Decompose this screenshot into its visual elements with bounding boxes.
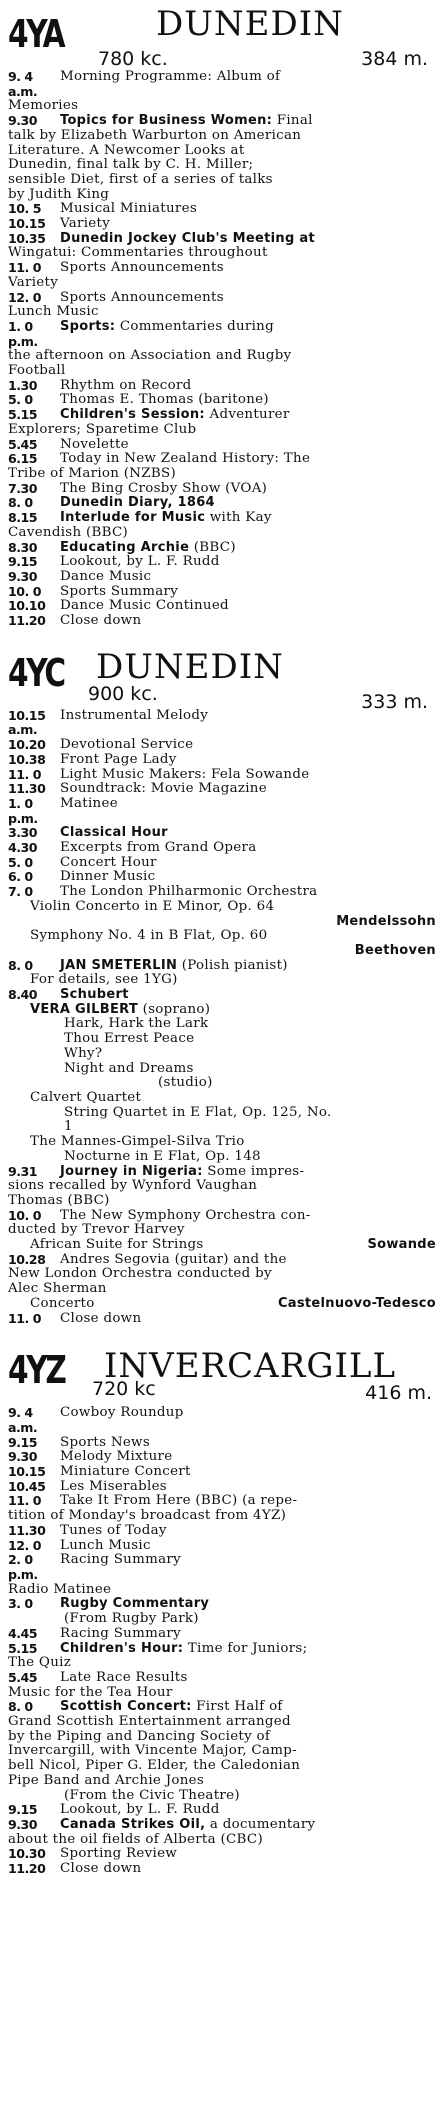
time: 11. 0 xyxy=(8,766,41,782)
programme-title: Educating Archie xyxy=(60,539,190,555)
programme-title: Dunedin Diary, 1864 xyxy=(60,495,215,511)
station-header-4yz xyxy=(8,1340,440,1406)
time: 11. 0 xyxy=(8,1493,41,1509)
programme-detail: Variety xyxy=(8,274,59,290)
list-item xyxy=(8,555,440,570)
station-header-4ya xyxy=(8,4,440,70)
wavelength: 416 m. xyxy=(365,1382,432,1405)
programme: Take It From Here (BBC) (a repe- xyxy=(60,1493,298,1509)
programme-detail: Alec Sherman xyxy=(8,1281,107,1297)
list-item xyxy=(8,291,440,306)
programme: (BBC) xyxy=(189,539,236,555)
time: 9.30 xyxy=(8,1449,38,1465)
programme-detail: Cavendish (BBC) xyxy=(8,524,129,540)
list-item xyxy=(8,614,440,629)
list-item xyxy=(8,1862,440,1877)
time: 10. 0 xyxy=(8,583,41,599)
programme: Musical Miniatures xyxy=(60,201,197,217)
wavelength: 384 m. xyxy=(361,48,428,70)
list-item xyxy=(8,1480,440,1495)
programme-title: Dunedin Jockey Club's Meeting at xyxy=(60,230,315,246)
programme-detail: bell Nicol, Piper G. Elder, the Caledonian xyxy=(8,1758,301,1774)
programme: Matinee xyxy=(60,795,118,811)
composer: Castelnuovo-Tedesco xyxy=(277,1295,436,1311)
programme: Sports Summary xyxy=(60,583,179,599)
programme-detail: (From the Civic Theatre) xyxy=(64,1787,240,1803)
programme-title: Canada Strikes Oil, xyxy=(60,1816,206,1832)
programme-title: Journey in Nigeria: xyxy=(60,1163,203,1179)
programme: The New Symphony Orchestra con- xyxy=(60,1207,311,1223)
list-item xyxy=(8,738,440,753)
list-item xyxy=(8,856,440,871)
programme: Sporting Review xyxy=(60,1846,178,1862)
programme-detail: Football xyxy=(8,363,66,379)
programme-detail: Violin Concerto in E Minor, Op. 64 xyxy=(30,898,275,914)
list-item xyxy=(8,232,440,247)
time: 5. 0 xyxy=(8,392,33,408)
programme: Lookout, by L. F. Rudd xyxy=(60,554,220,570)
performer-role: (soprano) xyxy=(142,1001,211,1017)
list-item xyxy=(8,393,440,408)
list-item xyxy=(8,1465,440,1480)
list-item xyxy=(8,1818,440,1833)
programme-title: Interlude for Music xyxy=(60,510,206,526)
time: 7. 0 xyxy=(8,884,33,900)
time: 3.30 xyxy=(8,825,38,841)
time: 9.31 xyxy=(8,1163,38,1179)
composer: Beethoven xyxy=(354,942,436,958)
programme-detail: New London Orchestra conducted by xyxy=(8,1266,272,1282)
time: 8.40 xyxy=(8,987,38,1003)
programme-detail: Tribe of Marion (NZBS) xyxy=(8,465,177,481)
programme: Late Race Results xyxy=(60,1669,188,1685)
callsign: 4YC xyxy=(8,650,64,695)
city-name: DUNEDIN xyxy=(156,4,344,44)
list-item xyxy=(8,1671,440,1686)
list-item xyxy=(8,1253,440,1268)
schedule-4yc xyxy=(8,709,440,1327)
programme: The London Philharmonic Orchestra xyxy=(60,884,318,900)
callsign: 4YA xyxy=(8,12,64,56)
programme: Racing Summary xyxy=(60,1552,181,1568)
programme: Thomas E. Thomas (baritone) xyxy=(60,392,269,408)
programme-detail: the afternoon on Association and Rugby xyxy=(8,348,292,364)
programme: Close down xyxy=(60,1310,142,1326)
programme-detail: by the Piping and Dancing Society of xyxy=(8,1728,271,1744)
time: 12. 0 xyxy=(8,289,41,305)
list-item xyxy=(8,1312,440,1327)
time: 9.15 xyxy=(8,554,38,570)
list-item xyxy=(8,261,440,276)
callsign: 4YZ xyxy=(8,1348,65,1393)
programme-detail: sensible Diet, first of a series of talks xyxy=(8,171,273,187)
programme: Tunes of Today xyxy=(60,1522,167,1538)
time: 4.30 xyxy=(8,840,38,856)
time: 11.30 xyxy=(8,781,46,797)
list-item xyxy=(8,1209,440,1224)
programme: Cowboy Roundup xyxy=(60,1405,184,1421)
programme-detail: Music for the Tea Hour xyxy=(8,1684,173,1700)
time: 10.28 xyxy=(8,1251,46,1267)
programme: Final xyxy=(272,113,313,129)
list-item xyxy=(8,959,440,974)
programme: Lunch Music xyxy=(60,1537,151,1553)
time: 10.15 xyxy=(8,216,46,232)
frequency: 720 kc xyxy=(92,1378,156,1401)
programme-detail: Memories xyxy=(8,98,79,114)
time: 7.30 xyxy=(8,480,38,496)
programme-title: Scottish Concert: xyxy=(60,1699,192,1715)
programme: Concert Hour xyxy=(60,854,157,870)
list-item xyxy=(8,511,440,526)
list-item xyxy=(8,541,440,556)
programme-detail: Lunch Music xyxy=(8,304,99,320)
programme-detail: Symphony No. 4 in B Flat, Op. 60 xyxy=(30,928,268,944)
list-item xyxy=(8,408,440,423)
composer: Mendelssohn xyxy=(336,913,436,929)
programme-title: Rugby Commentary xyxy=(60,1596,210,1612)
city-name: DUNEDIN xyxy=(96,646,284,687)
list-item xyxy=(8,202,440,217)
song-title: Thou Errest Peace xyxy=(64,1031,195,1047)
schedule-4ya xyxy=(8,70,440,629)
list-item xyxy=(8,1642,440,1657)
time: 10.38 xyxy=(8,751,46,767)
programme: Sports News xyxy=(60,1434,150,1450)
time: 8.30 xyxy=(8,539,38,555)
programme-detail: Dunedin, final talk by C. H. Miller; xyxy=(8,157,254,173)
programme-detail: Literature. A Newcomer Looks at xyxy=(8,142,245,158)
programme: The Bing Crosby Show (VOA) xyxy=(60,480,268,496)
programme: Some impres- xyxy=(202,1163,305,1179)
programme-detail: talk by Elizabeth Warburton on American xyxy=(8,127,302,143)
list-item xyxy=(8,826,440,841)
list-item xyxy=(8,753,440,768)
programme: Excerpts from Grand Opera xyxy=(60,840,257,856)
list-item xyxy=(8,217,440,232)
list-item xyxy=(8,1165,440,1180)
time: 5. 0 xyxy=(8,854,33,870)
time: 11. 0 xyxy=(8,1310,41,1326)
time: 9.30 xyxy=(8,568,38,584)
list-item xyxy=(8,988,440,1003)
list-item xyxy=(8,1700,440,1715)
time: 12. 0 xyxy=(8,1537,41,1553)
programme-detail: about the oil fields of Alberta (CBC) xyxy=(8,1831,263,1847)
time: 8.15 xyxy=(8,510,38,526)
programme: Dinner Music xyxy=(60,869,156,885)
programme: Soundtrack: Movie Magazine xyxy=(60,781,267,797)
time: 10.10 xyxy=(8,598,46,614)
station-header-4yc xyxy=(8,643,440,713)
programme-title: Schubert xyxy=(60,987,129,1003)
time: 1. 0 p.m. xyxy=(8,795,38,826)
list-item xyxy=(8,1597,440,1612)
time: 8. 0 xyxy=(8,1699,33,1715)
time: 10. 0 xyxy=(8,1207,41,1223)
list-item xyxy=(8,320,440,349)
programme: Instrumental Melody xyxy=(60,707,209,723)
programme-detail: Grand Scottish Entertainment arranged xyxy=(8,1714,291,1730)
programme-detail: The Mannes-Gimpel-Silva Trio xyxy=(30,1134,245,1150)
time: 10. 5 xyxy=(8,201,41,217)
programme-detail: Pipe Band and Archie Jones xyxy=(8,1772,205,1788)
programme: Sports Announcements xyxy=(60,289,224,305)
programme-detail: Invercargill, with Vincente Major, Camp- xyxy=(8,1743,297,1759)
time: 5.15 xyxy=(8,407,38,423)
list-item xyxy=(8,1539,440,1554)
programme-title: Children's Hour: xyxy=(60,1640,184,1656)
programme: Today in New Zealand History: The xyxy=(60,451,311,467)
programme: Rhythm on Record xyxy=(60,377,192,393)
song-title: Why? xyxy=(64,1045,103,1061)
time: 6. 0 xyxy=(8,869,33,885)
programme: Novelette xyxy=(60,436,129,452)
programme: Andres Segovia (guitar) and the xyxy=(60,1251,287,1267)
programme: (Polish pianist) xyxy=(177,957,288,973)
programme-title: Classical Hour xyxy=(60,825,168,841)
programme: a documentary xyxy=(205,1816,316,1832)
time: 5.45 xyxy=(8,436,38,452)
time: 2. 0 p.m. xyxy=(8,1552,38,1582)
time: 9. 4 a.m. xyxy=(8,1405,38,1435)
programme: Time for Juniors; xyxy=(183,1640,308,1656)
time: 11.20 xyxy=(8,613,46,629)
time: 10.45 xyxy=(8,1478,46,1494)
programme-detail: sions recalled by Wynford Vaughan xyxy=(8,1178,258,1194)
programme-detail: String Quartet in E Flat, Op. 125, No. xyxy=(64,1104,332,1120)
time: 4.45 xyxy=(8,1625,38,1641)
list-item xyxy=(8,1494,440,1509)
city-name: INVERCARGILL xyxy=(104,1346,397,1387)
list-item xyxy=(8,585,440,600)
list-item xyxy=(8,1436,440,1451)
programme-detail: The Quiz xyxy=(8,1655,72,1671)
list-item xyxy=(8,1406,440,1435)
programme: Commentaries during xyxy=(115,318,274,334)
time: 10.15 a.m. xyxy=(8,707,46,738)
list-item xyxy=(8,1553,440,1582)
list-item xyxy=(8,1803,440,1818)
programme: Melody Mixture xyxy=(60,1449,173,1465)
list-item xyxy=(8,496,440,511)
programme: Dance Music Continued xyxy=(60,598,229,614)
programme-detail: Radio Matinee xyxy=(8,1581,112,1597)
list-item xyxy=(8,482,440,497)
song-title: Hark, Hark the Lark xyxy=(64,1016,209,1032)
time: 1.30 xyxy=(8,377,38,393)
programme: Dance Music xyxy=(60,568,152,584)
programme: Light Music Makers: Fela Sowande xyxy=(60,766,310,782)
time: 9.15 xyxy=(8,1802,38,1818)
programme: Variety xyxy=(60,216,111,232)
programme-detail: Nocturne in E Flat, Op. 148 xyxy=(64,1148,261,1164)
list-item xyxy=(8,870,440,885)
programme: Adventurer xyxy=(204,407,290,423)
programme-detail: Explorers; Sparetime Club xyxy=(8,421,197,437)
programme-detail: For details, see 1YG) xyxy=(30,972,178,988)
song-title: Night and Dreams xyxy=(64,1060,194,1076)
list-item xyxy=(8,797,440,826)
programme: Les Miserables xyxy=(60,1478,167,1494)
time: 5.45 xyxy=(8,1669,38,1685)
programme: Lookout, by L. F. Rudd xyxy=(60,1802,220,1818)
time: 11.30 xyxy=(8,1522,46,1538)
programme-detail: African Suite for Strings xyxy=(30,1237,204,1253)
list-item xyxy=(8,1450,440,1465)
frequency: 780 kc. xyxy=(98,48,168,70)
time: 9.30 xyxy=(8,1816,38,1832)
programme-title: Sports: xyxy=(60,318,116,334)
programme-detail: tition of Monday's broadcast from 4YZ) xyxy=(8,1508,287,1524)
programme-title: Children's Session: xyxy=(60,407,205,423)
programme-detail: (studio) xyxy=(158,1075,213,1091)
list-item xyxy=(8,570,440,585)
programme-detail: 1 xyxy=(64,1119,73,1135)
list-item xyxy=(8,885,440,900)
time: 3. 0 xyxy=(8,1596,33,1612)
list-item xyxy=(8,1847,440,1862)
list-item xyxy=(8,114,440,129)
programme: Devotional Service xyxy=(60,737,194,753)
programme-title: JAN SMETERLIN xyxy=(60,957,178,973)
programme: Sports Announcements xyxy=(60,260,224,276)
time: 10.20 xyxy=(8,737,46,753)
programme: First Half of xyxy=(191,1699,283,1715)
time: 9.30 xyxy=(8,113,38,129)
time: 5.15 xyxy=(8,1640,38,1656)
programme-detail: Wingatui: Commentaries throughout xyxy=(8,245,268,261)
list-item xyxy=(8,768,440,783)
programme: Close down xyxy=(60,1861,142,1877)
list-item xyxy=(8,1524,440,1539)
frequency: 900 kc. xyxy=(88,682,158,705)
time: 10.30 xyxy=(8,1846,46,1862)
programme-detail: ducted by Trevor Harvey xyxy=(8,1222,185,1238)
schedule-4yz xyxy=(8,1406,440,1877)
time: 10.35 xyxy=(8,230,46,246)
programme: Miniature Concert xyxy=(60,1464,191,1480)
programme: Close down xyxy=(60,613,142,629)
programme-detail: Calvert Quartet xyxy=(30,1090,142,1105)
list-item xyxy=(8,709,440,738)
list-item xyxy=(8,841,440,856)
list-item xyxy=(8,782,440,797)
programme: Front Page Lady xyxy=(60,751,177,767)
time: 8. 0 xyxy=(8,495,33,511)
time: 10.15 xyxy=(8,1464,46,1480)
time: 11. 0 xyxy=(8,260,41,276)
list-item xyxy=(8,599,440,614)
programme-title: Topics for Business Women: xyxy=(60,113,273,129)
time: 1. 0 p.m. xyxy=(8,318,38,349)
programme-detail: Thomas (BBC) xyxy=(8,1192,110,1208)
wavelength: 333 m. xyxy=(361,690,428,713)
list-item xyxy=(8,452,440,467)
list-item xyxy=(8,1627,440,1642)
programme-detail: Concerto xyxy=(30,1295,95,1311)
programme: Racing Summary xyxy=(60,1625,181,1641)
time: 8. 0 xyxy=(8,957,33,973)
list-item xyxy=(8,70,440,99)
time: 11.20 xyxy=(8,1861,46,1877)
time: 6.15 xyxy=(8,451,38,467)
performer-name: VERA GILBERT xyxy=(30,1001,139,1017)
composer: Sowande xyxy=(367,1237,436,1253)
time: 9. 4 a.m. xyxy=(8,69,38,99)
list-item xyxy=(8,438,440,453)
programme: Morning Programme: Album of xyxy=(60,69,281,84)
programme-detail: by Judith King xyxy=(8,186,110,202)
list-item xyxy=(8,379,440,394)
time: 9.15 xyxy=(8,1434,38,1450)
programme: with Kay xyxy=(205,510,272,526)
programme-detail: (From Rugby Park) xyxy=(64,1611,199,1627)
